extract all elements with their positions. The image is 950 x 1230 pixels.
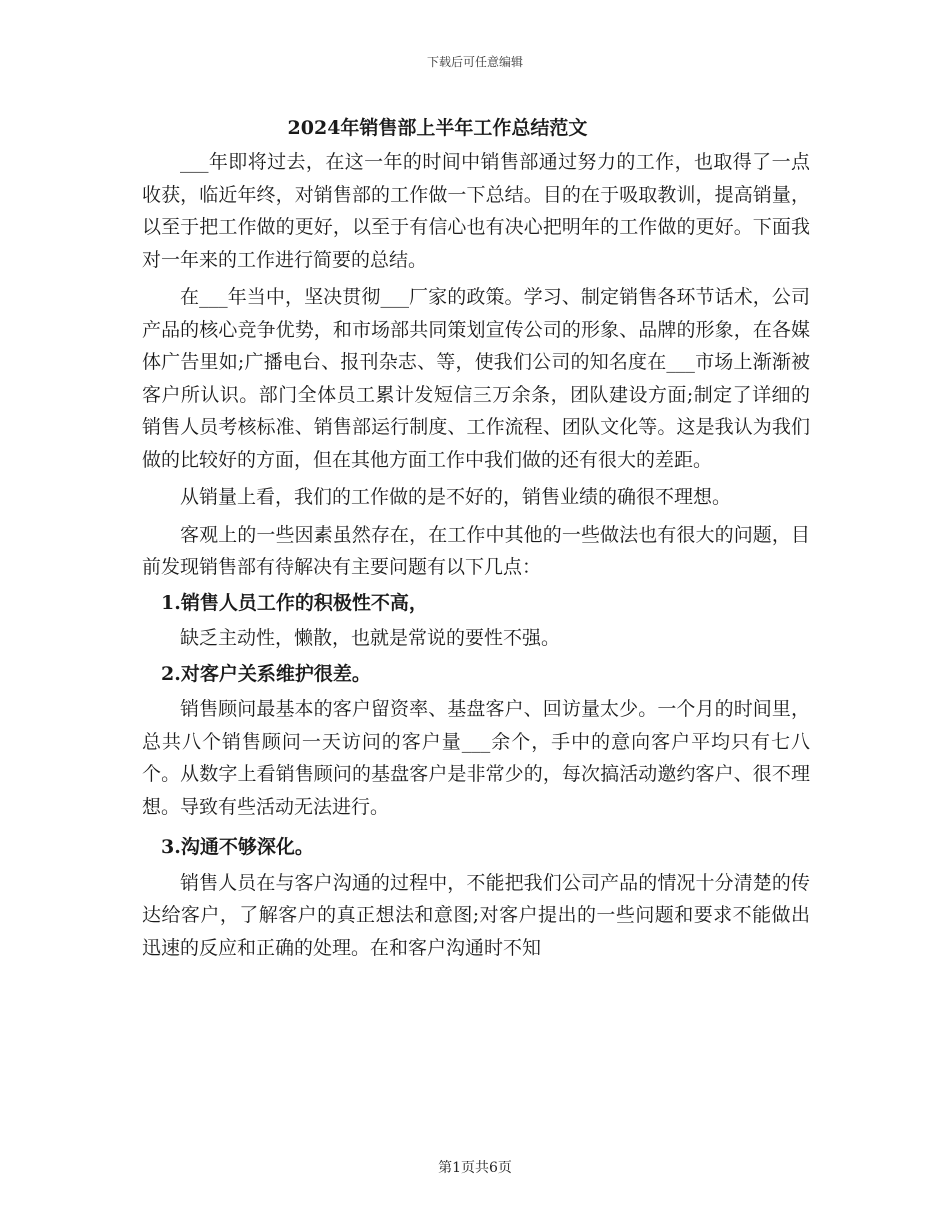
paragraph-sales-volume: 从销量上看，我们的工作做的是不好的，销售业绩的确很不理想。 xyxy=(180,486,732,508)
document-body xyxy=(142,146,810,964)
paragraph-initiative: 缺乏主动性，懒散，也就是常说的要性不强。 xyxy=(180,627,561,649)
section-heading-2: 2.对客户关系维护很差。 xyxy=(161,662,371,685)
header-note: 下载后可任意编辑 xyxy=(426,55,523,69)
document-title: 2024年销售部上半年工作总结范文 xyxy=(287,117,588,139)
section-heading-1: 1.销售人员工作的积极性不高， xyxy=(161,591,428,614)
paragraph-customer-relations: 销售顾问最基本的客户留资率、基盘客户、回访量太少。一个月的时间里，总共八个销售顾问一天访问的客户量___余个，手中的意向客户平均只有七八个。从数字上看销售顾问的基盘客户是非常少的，每次搞活动邀约客户、很不理想。导致有些活动无法进行。 xyxy=(142,698,810,818)
paragraph-problems-intro: 客观上的一些因素虽然存在，在工作中其他的一些做法也有很大的问题，目前发现销售部有待解决有主要问题有以下几点： xyxy=(142,523,810,578)
section-heading-3: 3.沟通不够深化。 xyxy=(161,836,314,858)
page-footer: 第1页共6页 xyxy=(438,1160,512,1176)
paragraph-achievements: 在___年当中，坚决贯彻___厂家的政策。学习、制定销售各环节话术，公司产品的核心竞争优势，和市场部共同策划宣传公司的形象、品牌的形象，在各媒体广告里如;广播电台、报刊杂志、等，使我们公司的知名度在___市场上渐渐被客户所认识。部门全体员工累计发短信三万余条，团队建设方面;制定了详细的销售人员考核标准、销售部运行制度、工作流程、团队文化等。这是我认为我们做的比较好的方面，但在其他方面工作中我们做的还有很大的差距。 xyxy=(142,286,810,471)
paragraph-intro: ___年即将过去，在这一年的时间中销售部通过努力的工作，也取得了一点收获，临近年终，对销售部的工作做一下总结。目的在于吸取教训，提高销量，以至于把工作做的更好，以至于有信心也有决心把明年的工作做的更好。下面我对一年来的工作进行简要的总结。 xyxy=(142,151,810,271)
paragraph-communication: 销售人员在与客户沟通的过程中，不能把我们公司产品的情况十分清楚的传达给客户，了解客户的真正想法和意图;对客户提出的一些问题和要求不能做出迅速的反应和正确的处理。在和客户沟通时不知 xyxy=(142,871,810,959)
paragraph-gap xyxy=(142,823,810,828)
